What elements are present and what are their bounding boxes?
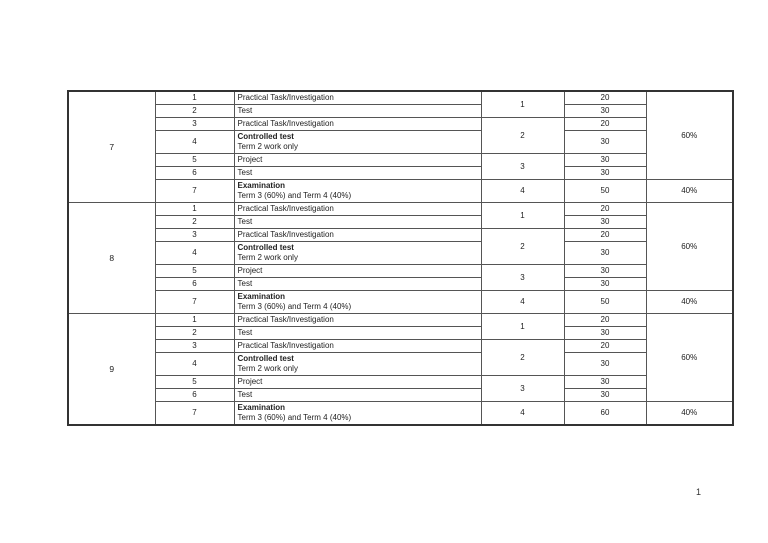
task-number-cell: 1 (155, 91, 234, 105)
task-name: Practical Task/Investigation (237, 119, 334, 128)
table-row (68, 180, 733, 203)
task-cell (234, 180, 481, 203)
task-number-cell: 4 (155, 131, 234, 154)
task-description: Term 2 work only (237, 364, 298, 373)
term-cell: 1 (481, 203, 564, 229)
term-cell: 4 (481, 402, 564, 426)
marks-cell: 30 (564, 216, 646, 229)
table-row (68, 291, 733, 314)
task-cell (234, 291, 481, 314)
task-name: Project (237, 266, 263, 275)
table-row (68, 229, 733, 242)
table-row (68, 265, 733, 278)
marks-cell: 20 (564, 118, 646, 131)
marks-cell: 20 (564, 314, 646, 327)
task-number-cell: 2 (155, 216, 234, 229)
task-number-cell: 2 (155, 105, 234, 118)
task-number-cell: 7 (155, 402, 234, 426)
table-row (68, 376, 733, 389)
task-number-cell: 1 (155, 203, 234, 216)
weighting-cell: 40% (646, 291, 733, 314)
table-row (68, 167, 733, 180)
task-cell (234, 203, 481, 216)
marks-cell: 30 (564, 353, 646, 376)
task-cell (234, 402, 481, 426)
task-number-cell: 3 (155, 340, 234, 353)
task-cell (234, 327, 481, 340)
task-name: Test (237, 279, 253, 288)
task-number-cell: 3 (155, 118, 234, 131)
task-number-cell: 3 (155, 229, 234, 242)
term-cell: 2 (481, 340, 564, 376)
task-number-cell: 2 (155, 327, 234, 340)
marks-cell: 50 (564, 291, 646, 314)
marks-cell: 20 (564, 229, 646, 242)
table-row (68, 242, 733, 265)
task-number-cell: 5 (155, 376, 234, 389)
task-number-cell: 7 (155, 291, 234, 314)
marks-cell: 30 (564, 376, 646, 389)
table-row (68, 353, 733, 376)
task-cell (234, 118, 481, 131)
task-description: Term 3 (60%) and Term 4 (40%) (237, 302, 352, 311)
grade-cell: 7 (68, 91, 155, 203)
task-cell (234, 154, 481, 167)
term-cell: 4 (481, 291, 564, 314)
task-cell (234, 314, 481, 327)
marks-cell: 20 (564, 91, 646, 105)
marks-cell: 20 (564, 203, 646, 216)
term-cell: 2 (481, 118, 564, 154)
marks-cell: 20 (564, 340, 646, 353)
task-cell (234, 167, 481, 180)
term-cell: 1 (481, 314, 564, 340)
task-name: Controlled test (237, 243, 294, 252)
task-number-cell: 1 (155, 314, 234, 327)
task-name: Test (237, 328, 253, 337)
task-description: Term 2 work only (237, 253, 298, 262)
table-row (68, 402, 733, 426)
task-name: Project (237, 155, 263, 164)
marks-cell: 30 (564, 389, 646, 402)
task-name: Practical Task/Investigation (237, 315, 334, 324)
task-cell (234, 353, 481, 376)
table-row (68, 314, 733, 327)
table-row (68, 389, 733, 402)
marks-cell: 30 (564, 167, 646, 180)
task-cell (234, 376, 481, 389)
marks-cell: 60 (564, 402, 646, 426)
weighting-cell: 60% (646, 203, 733, 291)
table-row (68, 131, 733, 154)
task-description: Term 3 (60%) and Term 4 (40%) (237, 191, 352, 200)
task-number-cell: 6 (155, 167, 234, 180)
weighting-cell: 60% (646, 314, 733, 402)
term-cell: 3 (481, 265, 564, 291)
table-row (68, 105, 733, 118)
table-row (68, 118, 733, 131)
task-name: Test (237, 168, 253, 177)
term-cell: 4 (481, 180, 564, 203)
task-number-cell: 6 (155, 389, 234, 402)
table-row (68, 154, 733, 167)
grade-cell: 8 (68, 203, 155, 314)
task-cell (234, 278, 481, 291)
page-number: 1 (696, 487, 702, 497)
marks-cell: 30 (564, 265, 646, 278)
task-number-cell: 7 (155, 180, 234, 203)
table-row (68, 91, 733, 105)
task-name: Practical Task/Investigation (237, 93, 334, 102)
grade-cell: 9 (68, 314, 155, 426)
weighting-cell: 40% (646, 180, 733, 203)
task-description: Term 3 (60%) and Term 4 (40%) (237, 413, 352, 422)
table-row (68, 340, 733, 353)
task-name: Practical Task/Investigation (237, 204, 334, 213)
task-name: Practical Task/Investigation (237, 341, 334, 350)
task-number-cell: 5 (155, 265, 234, 278)
task-name: Test (237, 106, 253, 115)
task-cell (234, 340, 481, 353)
task-name: Test (237, 390, 253, 399)
marks-cell: 30 (564, 154, 646, 167)
task-cell (234, 216, 481, 229)
task-cell (234, 131, 481, 154)
table-row (68, 216, 733, 229)
term-cell: 2 (481, 229, 564, 265)
marks-cell: 30 (564, 131, 646, 154)
task-number-cell: 4 (155, 353, 234, 376)
task-number-cell: 5 (155, 154, 234, 167)
marks-cell: 30 (564, 278, 646, 291)
task-name: Controlled test (237, 132, 294, 141)
task-number-cell: 6 (155, 278, 234, 291)
task-description: Term 2 work only (237, 142, 298, 151)
marks-cell: 30 (564, 105, 646, 118)
table-row (68, 278, 733, 291)
weighting-cell: 60% (646, 91, 733, 180)
assessment-table (67, 90, 734, 426)
marks-cell: 50 (564, 180, 646, 203)
task-cell (234, 265, 481, 278)
marks-cell: 30 (564, 327, 646, 340)
marks-cell: 30 (564, 242, 646, 265)
task-name: Examination (237, 292, 286, 301)
term-cell: 1 (481, 91, 564, 118)
term-cell: 3 (481, 154, 564, 180)
task-cell (234, 242, 481, 265)
task-name: Test (237, 217, 253, 226)
task-cell (234, 105, 481, 118)
table-row (68, 203, 733, 216)
term-cell: 3 (481, 376, 564, 402)
table-row (68, 327, 733, 340)
task-name: Practical Task/Investigation (237, 230, 334, 239)
task-name: Examination (237, 181, 286, 190)
task-number-cell: 4 (155, 242, 234, 265)
task-name: Controlled test (237, 354, 294, 363)
task-cell (234, 91, 481, 105)
weighting-cell: 40% (646, 402, 733, 426)
task-name: Examination (237, 403, 286, 412)
task-cell (234, 229, 481, 242)
task-name: Project (237, 377, 263, 386)
task-cell (234, 389, 481, 402)
